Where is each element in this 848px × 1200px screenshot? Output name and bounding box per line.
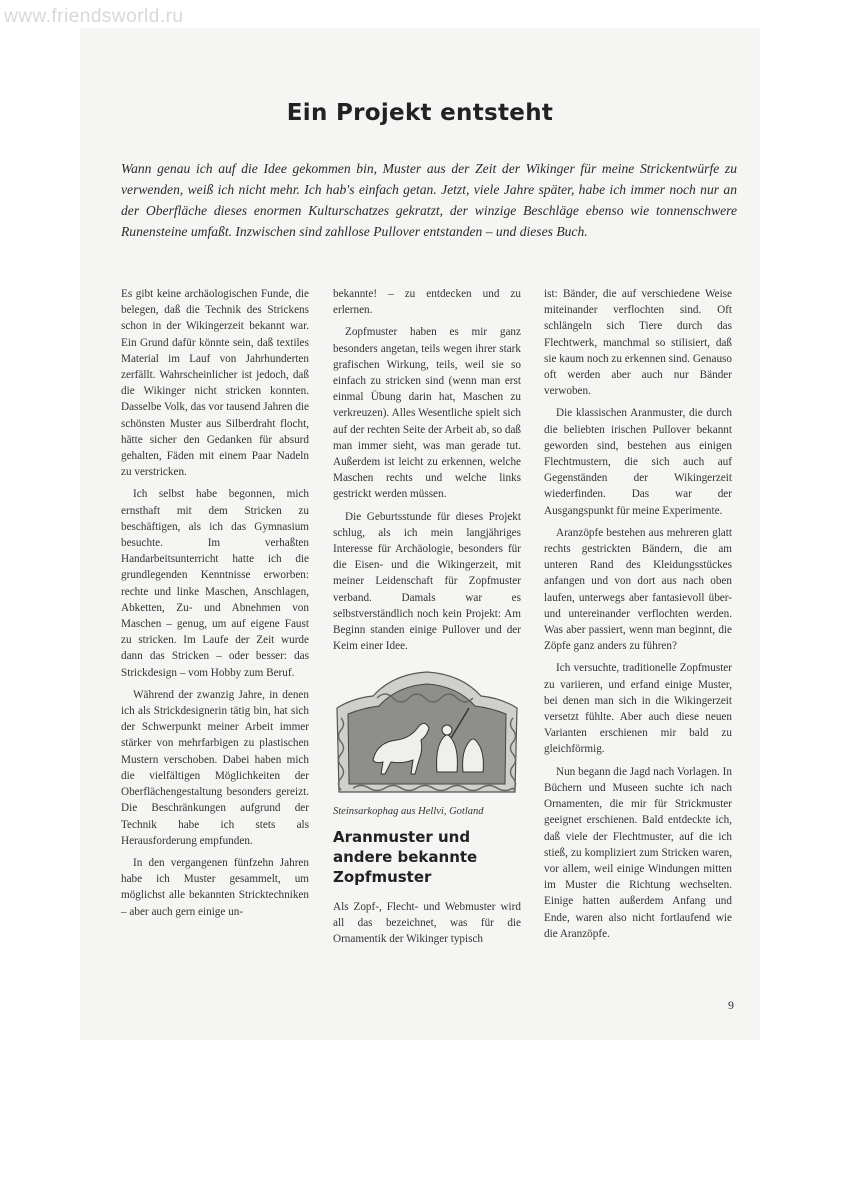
paragraph: Aranzöpfe bestehen aus mehreren glatt rechts gestrickten Bändern, die am unteren Rand des Kleidungsstückes anfangen und von dort aus nach oben laufen, unterwegs aber fantasievoll über- und untereinander verflochten werden. Was aber passiert, wenn man beginnt, die Zöpfe ganz anders zu führen? [544,526,732,653]
paragraph: Die Geburtsstunde für dieses Projekt schlug, als ich mein langjähriges Interesse für Archäologie, besonders für die Eisen- und die Wikingerzeit, mit meiner Leidenschaft für Zopfmuster verband. Damals war es selbstverständlich noch kein Projekt: Am Beginn standen einige Pullover und der Keim einer Idee. [333,510,521,653]
paragraph: Ich selbst habe begonnen, mich ernsthaft mit dem Stricken zu beschäftigen, als ich das Gymnasium besuchte. Im verhaßten Handarbeitsunterricht hatte ich die grundlegenden Kenntnisse erworben: rechte und linke Maschen, Anschlagen, Abketten, Zu- und Abnehmen von Maschen – genug, um auf eigene Faust zu stricken. Im Laufe der Zeit wurde dann das Stricken – oder besser: das Strickdesign – vom Hobby zum Beruf. [121,488,309,679]
column-1 [121,286,309,926]
watermark: www.friendsworld.ru [4,6,184,27]
page-title: Ein Projekt entsteht [286,100,554,126]
sarcophagus-relief-image [333,668,521,798]
page-number: 9 [728,998,734,1012]
paragraph: ist: Bänder, die auf verschiedene Weise miteinander verflochten sind. Oft schlängeln sich Tiere durch das Flechtwerk, manchmal so stilisiert, daß sie kaum noch zu erkennen sind. Genauso oft werden aber auch nur Bänder verwoben. [544,288,732,398]
intro-paragraph: Wann genau ich auf die Idee gekommen bin, Muster aus der Zeit der Wikinger für meine Strickentwürfe zu verwenden, weiß ich nicht mehr. Ich hab's einfach getan. Jetzt, viele Jahre später, habe ich immer noch nur an der Oberfläche dieses enormen Kulturschatzes gekratzt, der winzige Beschläge ebenso wie tonnenschwere Runensteine umfaßt. Inzwischen sind zahllose Pullover entstanden – und dieses Buch. [121,161,737,239]
paragraph: Nun begann die Jagd nach Vorlagen. In Büchern und Museen suchte ich nach Ornamenten, die mir für Strickmuster geeignet erschienen. Bald entdeckte ich, daß viele der Flechtmuster, auf die ich stieß, zu kompliziert zum Stricken waren, vor allem, weil einige Windungen mitten im Muster die Richtung wechselten. Einige hatten außerdem Anfang und Ende, waren also nicht fortlaufend wie die Aranzöpfe. [544,765,732,940]
paragraph: Es gibt keine archäologischen Funde, die belegen, daß die Technik des Strickens schon in der Wikingerzeit bekannt war. Ein Grund dafür könnte sein, daß textiles Material im Lauf von Jahrhunderten zerfällt. Wahrscheinlicher ist jedoch, daß die Wikinger nicht stricken konnten. Dasselbe Volk, das vor tausend Jahren die schönsten Muster aus Silberdraht flocht, hätte sicher den Gedanken für absurd gehalten, Fäden mit einem Paar Nadeln zu verstricken. [121,288,309,479]
paragraph: Die klassischen Aranmuster, die durch die beliebten irischen Pullover bekannt geworden sind, bestehen aus einigen Flechtmustern, die sich auch auf Gegenständen der Wikingerzeit wiederfinden. Das war der Ausgangspunkt für meine Experimente. [544,407,732,517]
column-3 [544,286,732,948]
paragraph: Ich versuchte, traditionelle Zopfmuster zu variieren, und erfand einige Muster, bei denen man sich in die Wikingerzeit versetzt fühlte. Aber auch diese neuen Varianten erschienen mir bald zu gleichförmig. [544,662,732,756]
paragraph: Als Zopf-, Flecht- und Webmuster wird all das bezeichnet, was für die Ornamentik der Wikinger typisch [333,900,521,946]
paragraph: In den vergangenen fünfzehn Jahren habe ich Muster gesammelt, um möglichst alle bekannten Stricktechniken – aber auch gern einige un- [121,856,309,918]
paragraph: Während der zwanzig Jahre, in denen ich als Strickdesignerin tätig bin, hat sich der Schwerpunkt meiner Arbeit immer stärker von mehrfarbigen zu plastischen Mustern verschoben. Dabei haben mich die vielfältigen Möglichkeiten der Oberflächengestaltung besonders gereizt. Die Beschränkungen aufgrund der Technik habe ich stets als Herausforderung empfunden. [121,688,309,847]
section-heading: Aranmuster und andere bekannte Zopfmuster [333,827,478,886]
paragraph: bekannte! – zu entdecken und zu erlernen. [333,288,521,317]
paragraph: Zopfmuster haben es mir ganz besonders angetan, teils wegen ihrer stark grafischen Wirkung, teils, weil sie so einfach zu stricken sind (wenn man erst einmal Übung darin hat, Maschen zu verkreuzen). Alles Wesentliche spielt sich auf der rechten Seite der Arbeit ab, so daß man immer sieht, was man gerade tut. Außerdem ist leicht zu erkennen, welche Maschen rechts und welche links gestrickt werden müssen. [333,326,521,501]
column-2 [333,286,521,953]
image-caption: Steinsarkophag aus Hellvi, Gotland [333,806,484,818]
book-page [80,28,760,1040]
